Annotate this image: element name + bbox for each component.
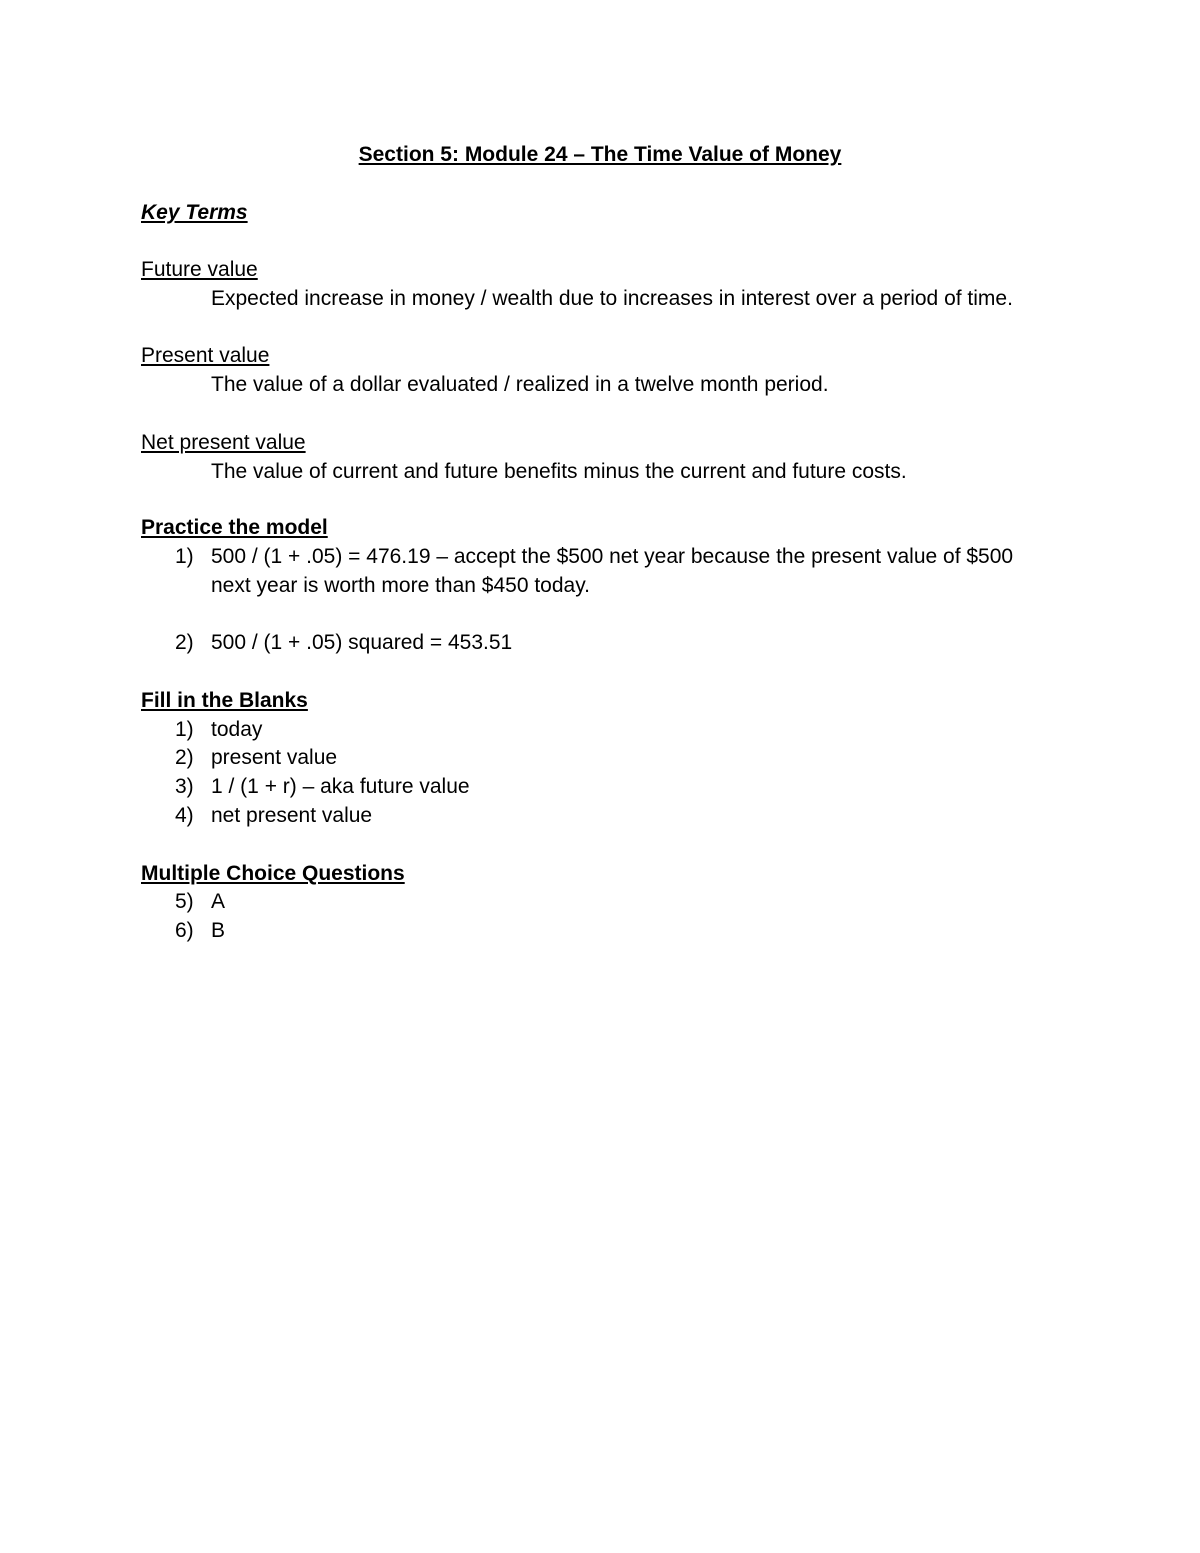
practice-heading: Practice the model [141, 516, 328, 539]
list-number: 5) [175, 890, 194, 913]
list-text: present value [211, 746, 338, 769]
list-number: 6) [175, 919, 194, 942]
list-text: 500 / (1 + .05) = 476.19 – accept the $500 net year because the present value of $500 [211, 545, 1014, 568]
term-net-present-value: Net present value [141, 431, 306, 454]
list-text: net present value [211, 804, 373, 827]
list-text: 500 / (1 + .05) squared = 453.51 [211, 631, 513, 654]
list-text: today [211, 718, 263, 741]
term-future-value: Future value [141, 258, 258, 281]
definition-net-present-value: The value of current and future benefits minus the current and future costs. [211, 460, 907, 483]
term-present-value: Present value [141, 344, 270, 367]
page-title: Section 5: Module 24 – The Time Value of Money [358, 143, 842, 166]
list-number: 1) [175, 545, 194, 568]
list-number: 3) [175, 775, 194, 798]
definition-present-value: The value of a dollar evaluated / realized in a twelve month period. [211, 373, 829, 396]
list-text: 1 / (1 + r) – aka future value [211, 775, 470, 798]
definition-future-value: Expected increase in money / wealth due to increases in interest over a period of time. [211, 287, 1013, 310]
list-number: 2) [175, 631, 194, 654]
list-number: 1) [175, 718, 194, 741]
list-text-continued: next year is worth more than $450 today. [211, 574, 590, 597]
key-terms-heading: Key Terms [141, 201, 248, 224]
multiple-choice-heading: Multiple Choice Questions [141, 862, 405, 885]
list-number: 2) [175, 746, 194, 769]
fill-blanks-heading: Fill in the Blanks [141, 689, 308, 712]
list-text: A [211, 890, 226, 913]
list-text: B [211, 919, 226, 942]
list-number: 4) [175, 804, 194, 827]
